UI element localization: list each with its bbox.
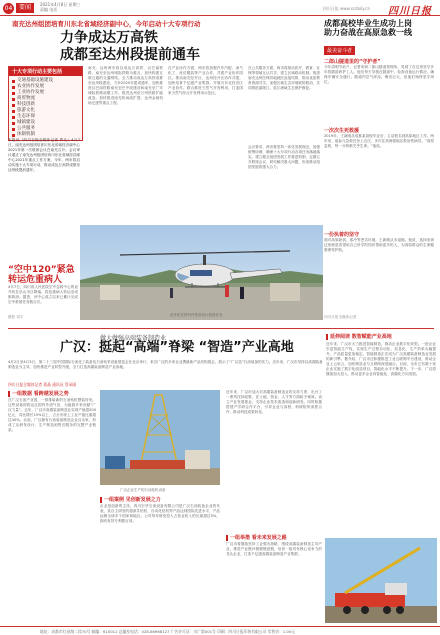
top-story-headline-line2: 成都至达州段提前通车 [60,47,200,63]
list-item: 交通基础设施建设 [12,78,79,84]
list-item: 城镇建设 [12,120,79,126]
second-body-d: 广汉市将继续坚持工业强市战略，围绕高端装备制造主导产业，推进产业链补链强链延链，培育一批具有核心竞争力的龙头企业，打造千亿级高端装备制造产业集群。 [226,542,322,556]
right-subhead-1: 二郎山隧道里的“守护者” [324,59,381,65]
right-column [324,19,434,320]
crane-photo-art [325,538,437,623]
right-extension-label: 延伸阅读 数智赋能产业高地 [326,333,392,340]
list-item: 科技创新 [12,102,79,108]
helicopter-photo [80,225,323,320]
second-body-b: 企业是创新的主体。四川宏华石油设备有限公司是广汉石油装备企业的代表，其自主研发的超深井钻机、自动化钻机等产品达到国际先进水平，产品远销全球多个国家和地区。公司每年研发投入占营业收入的比重超过5%，拥有有效专利数百项。 [100,504,220,523]
right-headline-line2: 助力奋战在高原急救一线 [324,28,412,37]
second-story-intro: 4月2日至4月3日，第二十三届中国国际石油化工装备及石油钻采设备展览会在北京举行，来自广汉的多家企业携最新产品亮相展会，展示了“广汉造”石油装备的实力。近年来，广汉市坚持以高端装备制造业为主导，加快推进产业转型升级，全力打造高端装备制造产业高地。 [8,360,323,369]
second-story-kicker: 做大做强高端装备制造业 [100,335,167,342]
air-rescue-text: 4月7日，四川省人民医院空中急救中心的直升机在乐山市区降落，将危重病人转运至成都救治。据悉，该中心成立以来已累计完成空中救援任务数百次。 [8,285,78,304]
air-rescue-box [8,265,78,320]
list-item: 农业协作发展 [12,84,79,90]
top-story-body-col2: 在产业协作方面，两市将加强汽车汽配、油气化工、丝纺服装等产业合作，共建产业协作园区。推动南充经开区、达州经开区协作共建，加快培育千亿级产业集群。开展川东北经济区产业协作。联合推进天然气开发利用，打造国家天然气综合开发利用示范区。 [168,66,243,95]
list-item: 商贸物流 [12,96,79,102]
top-story-body-col3: 在公共服务方面，两市将推动医疗、教育、社保等领域互认共享，建立区域联动机制。推进南充达州医保异地就医直接结算，推动优质教育资源共享。加强区域生态环境联防联治，共同推进嘉陵江、渠江流域生态保护修复。 [248,66,320,90]
bullet-icon [12,104,15,107]
right-body-2: 2019年，王新刚从成都某高校毕业后，主动报名到高原地区工作。两年来，他参与急救任务上百次，多次在高海拔地区救治伤病员。“高原急救，每一分钟都关乎生命。”他说。 [324,134,434,148]
bullet-icon [12,116,15,119]
ten-actions-title: 十大专项行动主要包括 [9,67,82,76]
right-label: 最美奋斗者 [324,46,355,55]
masthead [0,0,440,16]
page-number: 04 [4,5,13,12]
oil-rig-photo [100,390,220,485]
bullet-icon [12,122,15,125]
editor-text: 责编 电话 [40,7,58,12]
second-story-headline: 广汉：挺起“高端”脊梁 “智造”产业高地 [60,340,294,355]
list-item: 旅游文化 [12,108,79,114]
right-body-1: 今年清明节前夕，记者来到二郎山隧道管理所，见到了在这里坚守多年的隧道养护工人。他们每天穿梭在隧道中，检查设备运行情况，确保车辆安全通行。隧道内空气浑浊，噪音巨大，但他们始终坚守岗位。 [324,65,434,84]
top-story-body-col4: 会议要求，两市要坚持一体化发展理念，加强统筹协调，确保十大专项行动各项任务落地落实。建立健全组团发展工作推进机制，定期召开联席会议，研究解决重大问题，形成推动组团发展的强大合力。 [248,145,320,169]
top-story-lead: 本报讯（四川日报全媒体记者 罗凡）4月7日，南充达州组团培育川东北省域经济副中心2021年第一次联席会议在南充召开。会议审议通过了南充达州组团培育川东北省域经济副中心2021年重点工作方案，今年，两市将启动实施十大专项行动，推动成达万高铁成都至达州段提前通车。 [8,138,80,172]
bullet-icon [12,98,15,101]
helicopter-photo-art [80,225,323,320]
right-body-3: 面对高原缺氧、寒冷等恶劣环境，王新刚从未退缩。他说，选择来到这里就是希望用自己所学的知识帮助更多的人，为高原群众的生命健康保驾护航。 [324,238,434,252]
section-label-3: 一组举措 看未来发展之路 [226,534,287,541]
second-body-c: 近年来，广汉市加大对高端装备制造业的支持力度，出台了一系列扶持政策，在土地、资金、人才等方面给予倾斜。设立产业发展基金，支持企业技术改造和创新研发。同时积极搭建产学研合作平台，引导企业与高校、科研院所深度合作，推动科技成果转化。 [226,390,322,414]
list-item: 公共服务 [12,126,79,132]
section-bar-icon [326,334,328,340]
ten-actions-list [9,76,82,140]
ten-actions-box [8,66,83,141]
paper-name: 四川日报 [388,6,432,17]
list-item: 工业协作发展 [12,90,79,96]
list-item: 生态环保 [12,114,79,120]
date-line [40,2,81,12]
air-rescue-credit: 摄影 刘宇 [8,315,24,319]
crane-photo [325,538,437,623]
top-story-body-col1: 南充、达州两市将以成达万高铁、汉巴南铁路、南充至达州城际铁路为重点，加快构建互联互通的交通网络。全力推动成达万高铁成都至达州段建设，力争2025年建成通车，加快推进汉巴南铁路南充至巴中段建设和南充至广安城际铁路前期工作。推进达州至万州铁路扩能改造。加快推进南充机场改扩建、达州金垭机场迁建等重点工程。 [88,66,163,105]
section-label-2: 一组案例 见创新发展之力 [100,496,161,503]
list-item: 体制机制 [12,132,79,138]
right-extension-body: 近年来，广汉市大力推进智能制造，推动企业数字化转型。一批企业引进智能生产线，实现生产过程自动化、信息化，生产效率大幅提升，产品质量更加稳定。智能制造正在成为广汉高端装备制造业发展的新引擎。据介绍，广汉市还积极推进工业互联网平台建设，推动企业上云用云，加快制造业与互联网深度融合。目前，全市已有数十家企业实施了数字化改造项目，智能化水平不断提升。下一步，广汉将继续加大投入，推动更多企业向智能化、高端化方向发展。 [326,342,436,376]
section-bar-icon [100,497,102,503]
page-footer: 地址：成都市红星路二段70号 邮编：610012 总编室电话：028-86968127 广告许可证：川广第001号 印刷：四川日报印务有限公司 零售价：1.00元 [0,626,440,635]
bullet-icon [12,80,15,83]
right-subhead-2: 一次次生死救援 [324,128,360,134]
paper-url: 四川日报 www.scdaily.cn [322,6,370,11]
bullet-icon [12,86,15,89]
date-text: 2021年4月8日 星期三 [40,2,81,7]
section-label-1: 一组数据 看跨越发展之势 [8,390,69,397]
section-bar-icon [8,391,10,397]
section-bar-icon [226,535,228,541]
air-rescue-title: “空中120”紧急转运危重病人 [8,265,75,285]
bullet-icon [12,128,15,131]
right-headline-line1: 成都高校毕业生成功上岗 [324,19,412,28]
oil-rig-caption: 广汉企业生产的石油钻机设备 [120,488,166,492]
top-story-headline-line1: 力争成达万高铁 [60,30,158,46]
second-story-byline: 四川日报全媒体记者 葛晶 通讯员 蔡承刚 [8,382,77,387]
top-story-kicker: 南充达州组团培育川东北省域经济副中心，今年启动十大专项行动 [12,20,201,28]
bullet-icon [12,92,15,95]
right-credit: 四川日报全媒体记者 [324,315,357,319]
section-divider [8,328,434,329]
helicopter-caption: 直升机在停机坪准备执行救援任务 [170,313,223,317]
oil-rig-photo-art [100,390,220,485]
bullet-icon [12,110,15,113]
right-subhead-3: 一份执着的坚守 [324,232,360,238]
bullet-icon [12,134,15,137]
second-body-a: 在广汉石油产业园，一排排崭新的石油钻机整装待发。这些设备即将运往国内外油气田，为能源开采贡献“广汉力量”。去年，广汉市高端装备制造业实现产值超200亿元，同比增长15%以上，占全市规上工业产值比重超过40%。目前，广汉拥有石油装备制造企业百余家，形成了从研发设计、生产制造到售后服务的完整产业链条。 [8,398,96,432]
section-tag: 要闻 [16,3,34,13]
